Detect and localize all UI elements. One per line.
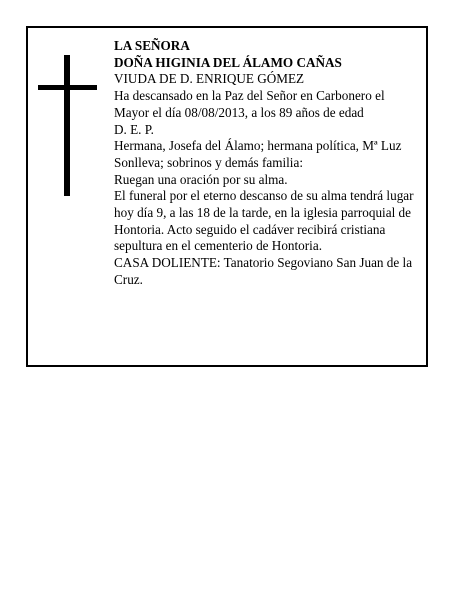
dep-line: D. E. P.: [114, 121, 154, 137]
notice-title: LA SEÑORA: [114, 38, 190, 53]
mourning-house: CASA DOLIENTE: Tanatorio Segoviano San Juan de la Cruz.: [114, 255, 413, 287]
widow-of-line: VIUDA DE D. ENRIQUE GÓMEZ: [114, 71, 305, 87]
death-statement: Ha descansado en la Paz del Señor en Carbonero el Mayor el día 08/08/2013, a los 89 años de edad: [114, 88, 385, 120]
prayer-request: Ruegan una oración por su alma.: [114, 171, 288, 187]
obituary-text: [114, 38, 416, 289]
deceased-name: DOÑA HIGINIA DEL ÁLAMO CAÑAS: [114, 54, 342, 70]
cross-icon-crossbar: [38, 85, 97, 90]
funeral-details: El funeral por el eterno descanso de su alma tendrá lugar hoy día 9, a las 18 de la tarde, en la iglesia parroquial de Hontoria. Acto seguido el cadáver recibirá cristiana sepultura en el cementerio de Hontoria.: [114, 188, 414, 254]
family-list: Hermana, Josefa del Álamo; hermana política, Mª Luz Sonlleva; sobrinos y demás familia:: [114, 138, 402, 170]
cross-icon: [64, 55, 70, 196]
